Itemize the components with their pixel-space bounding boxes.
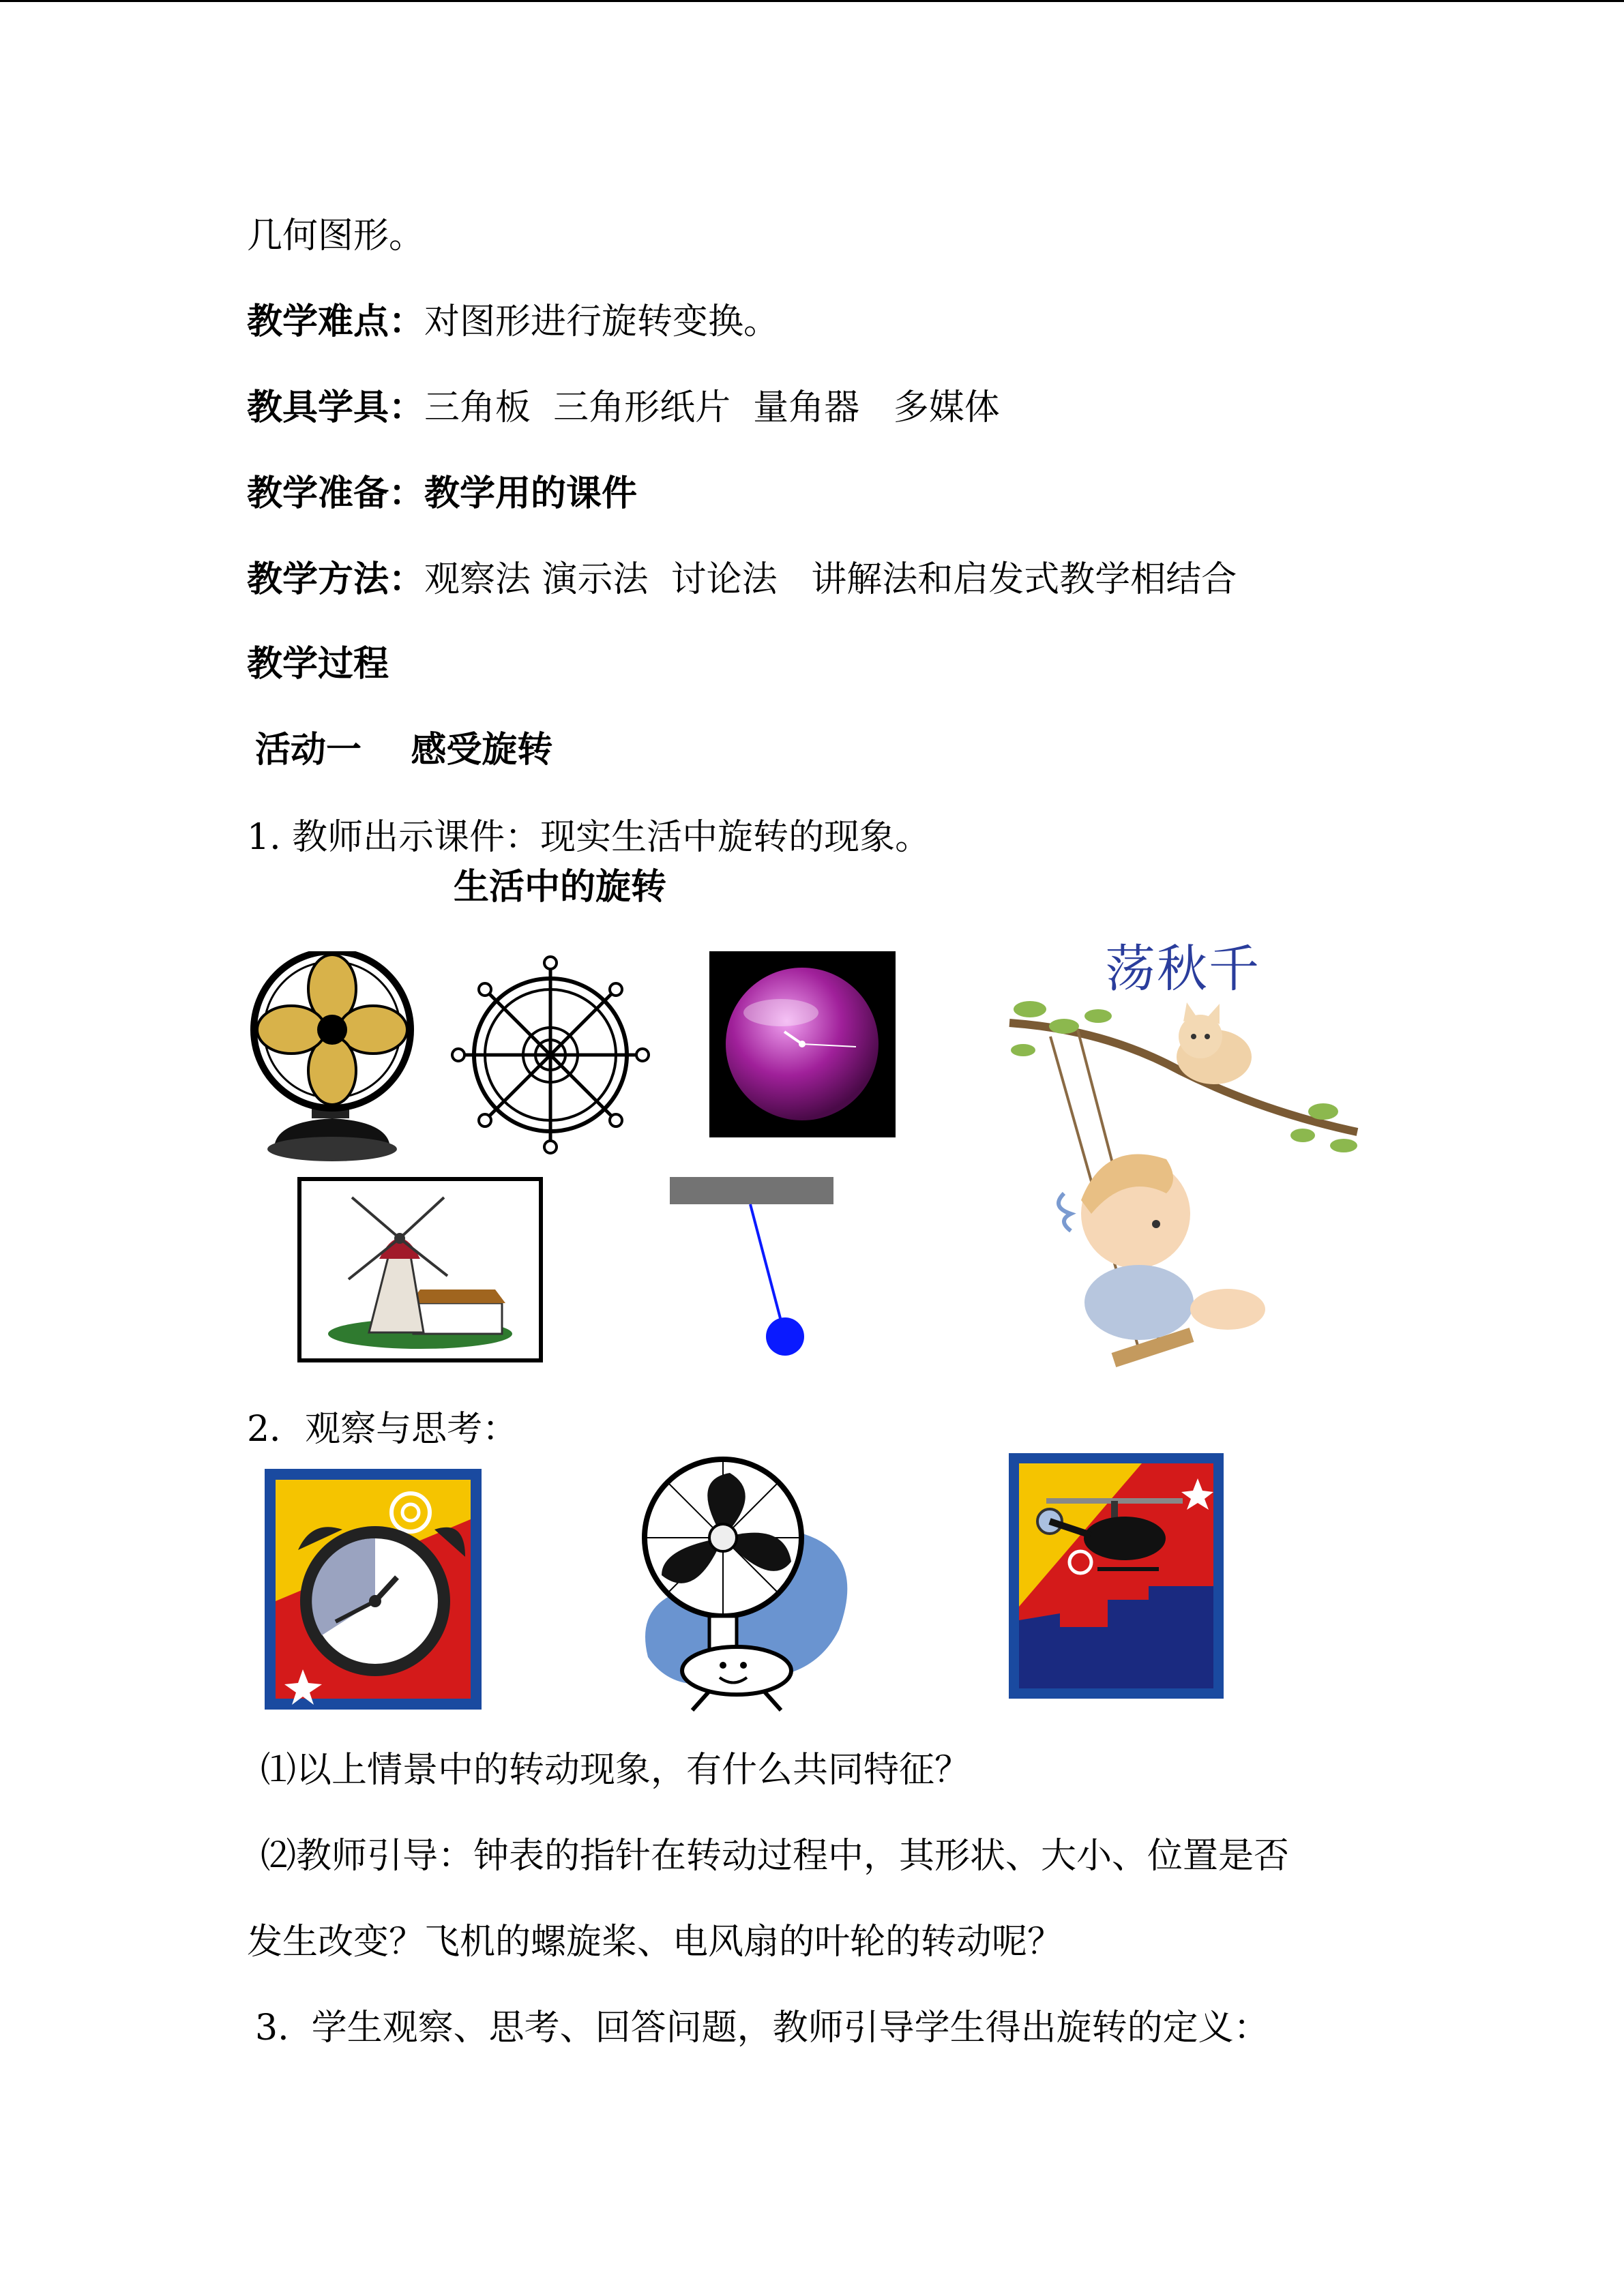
method-line <box>247 558 1237 601</box>
text-line: 几何图形。 <box>247 215 425 256</box>
clock-face-icon <box>709 951 896 1137</box>
step3-line: 3. 学生观察、思考、回答问题，教师引导学生得出旋转的定义： <box>255 2008 1269 2048</box>
slide-title: 生活中的旋转 <box>454 867 667 908</box>
question-2a: ⑵教师引导：钟表的指针在转动过程中，其形状、大小、位置是否 <box>261 1836 1290 1877</box>
fan-icon <box>247 951 417 1169</box>
tools-line <box>247 386 1000 430</box>
activity-heading: 活动一 感受旋转 <box>255 730 553 771</box>
windmill-icon <box>297 1177 543 1362</box>
page-top-border <box>0 0 1624 2</box>
tools-text: 三角板 三角形纸片 量角器 多媒体 <box>424 387 1000 428</box>
prep-line <box>247 472 637 516</box>
step2-line: 2．观察与思考： <box>247 1409 518 1450</box>
pendulum-icon <box>668 1177 836 1361</box>
desk-fan-icon <box>634 1452 866 1715</box>
question-1: ⑴以上情景中的转动现象，有什么共同特征？ <box>261 1750 971 1791</box>
step1-line: 1. 教师出示课件：现实生活中旋转的现象。 <box>247 817 931 858</box>
ship-wheel-icon <box>450 955 651 1156</box>
swing-label: 荡秋千 <box>1105 940 1260 998</box>
helicopter-icon <box>1005 1450 1227 1702</box>
method-text: 观察法 演示法 讨论法 讲解法和启发式教学相结合 <box>424 559 1237 600</box>
question-2b: 发生改变？飞机的螺旋桨、电风扇的叶轮的转动呢？ <box>247 1922 1063 1963</box>
difficulty-label: 教学难点： <box>247 301 425 342</box>
difficulty-line <box>247 300 779 344</box>
prep-label: 教学准备： <box>247 473 425 514</box>
swing-icon <box>1003 989 1364 1377</box>
alarm-clock-icon <box>261 1465 486 1714</box>
difficulty-text: 对图形进行旋转变换。 <box>424 301 780 342</box>
process-heading: 教学过程 <box>247 644 389 685</box>
prep-text: 教学用的课件 <box>424 473 638 514</box>
method-label: 教学方法： <box>247 559 425 600</box>
tools-label: 教具学具： <box>247 387 425 428</box>
